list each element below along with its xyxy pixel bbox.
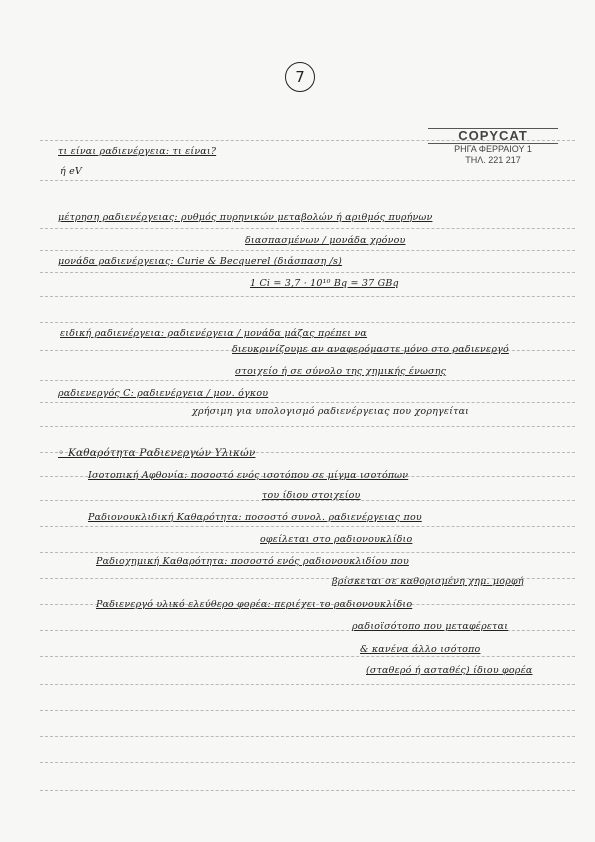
note-line: στοιχείο ή σε σύνολο της χημικής ένωσης xyxy=(235,366,447,377)
stamp-address: ΡΗΓΑ ΦΕΡΡΑΙΟΥ 1 xyxy=(454,144,532,154)
page-number: 7 xyxy=(285,62,315,92)
ruled-line xyxy=(40,180,575,181)
note-line: Ισοτοπική Αφθονία: ποσοστό ενός ισοτόπου σε μίγμα ισοτόπων xyxy=(88,470,409,481)
ruled-line xyxy=(40,656,575,657)
ruled-line xyxy=(40,762,575,763)
ruled-line xyxy=(40,402,575,403)
stamp-title: COPYCAT xyxy=(428,128,558,144)
stamp-phone: ΤΗΛ. 221 217 xyxy=(465,155,521,165)
note-line: ειδική ραδιενέργεια: ραδιενέργεια / μονάδα μάζας πρέπει να xyxy=(60,328,368,339)
ruled-line xyxy=(40,250,575,251)
ruled-line xyxy=(40,684,575,685)
note-line: μέτρηση ραδιενέργειας: ρυθμός πυρηνικών μεταβολών ή αριθμός πυρήνων xyxy=(58,212,433,223)
note-line: του ίδιου στοιχείου xyxy=(262,490,361,501)
note-line: 1 Ci = 3,7 · 10¹⁰ Bq = 37 GBq xyxy=(250,278,399,289)
note-line: διευκρινίζουμε αν αναφερόμαστε μόνο στο ραδιενεργό xyxy=(232,344,509,355)
ruled-line xyxy=(40,710,575,711)
ruled-line xyxy=(40,736,575,737)
note-line: ραδιενεργός C: ραδιενέργεια / μον. όγκου xyxy=(58,388,269,399)
note-line: βρίσκεται σε καθορισμένη χημ. μορφή xyxy=(332,576,524,587)
section-heading-text: Καθαρότητα Ραδιενεργών Υλικών xyxy=(67,447,256,459)
ruled-line xyxy=(40,296,575,297)
note-line: & κανένα άλλο ισότοπο xyxy=(360,644,481,655)
bullet-icon: ◦ xyxy=(58,447,68,459)
ruled-line xyxy=(40,426,575,427)
copycat-stamp xyxy=(428,128,558,165)
note-line: ραδιοϊσότοπο που μεταφέρεται xyxy=(352,621,509,632)
note-line: οφείλεται στο ραδιονουκλίδιο xyxy=(260,534,413,545)
note-line: χρήσιμη για υπολογισμό ραδιενέργειας που χορηγείται xyxy=(192,406,470,417)
note-line: Ραδιονουκλιδική Καθαρότητα: ποσοστό συνολ. ραδιενέργειας που xyxy=(88,512,422,523)
note-line: τι είναι ραδιενέργεια: τι είναι? xyxy=(58,146,217,157)
note-line: Ραδιενεργό υλικό ελεύθερο φορέα: περιέχει το ραδιονουκλίδιο xyxy=(96,599,413,610)
note-line: μονάδα ραδιενέργειας: Curie & Becquerel (διάσπαση /s) xyxy=(58,256,343,267)
note-line: διασπασμένων / μονάδα χρόνου xyxy=(245,235,406,246)
ruled-line xyxy=(40,228,575,229)
note-line: Ραδιοχημική Καθαρότητα: ποσοστό ενός ραδιονουκλιδίου που xyxy=(96,556,409,567)
ruled-line xyxy=(40,526,575,527)
ruled-line xyxy=(40,272,575,273)
note-line: ή eV xyxy=(60,166,82,177)
ruled-line xyxy=(40,790,575,791)
ruled-line xyxy=(40,552,575,553)
note-line: (σταθερό ή ασταθές) ίδιου φορέα xyxy=(366,665,533,676)
ruled-line xyxy=(40,322,575,323)
section-heading xyxy=(58,447,255,459)
ruled-line xyxy=(40,380,575,381)
